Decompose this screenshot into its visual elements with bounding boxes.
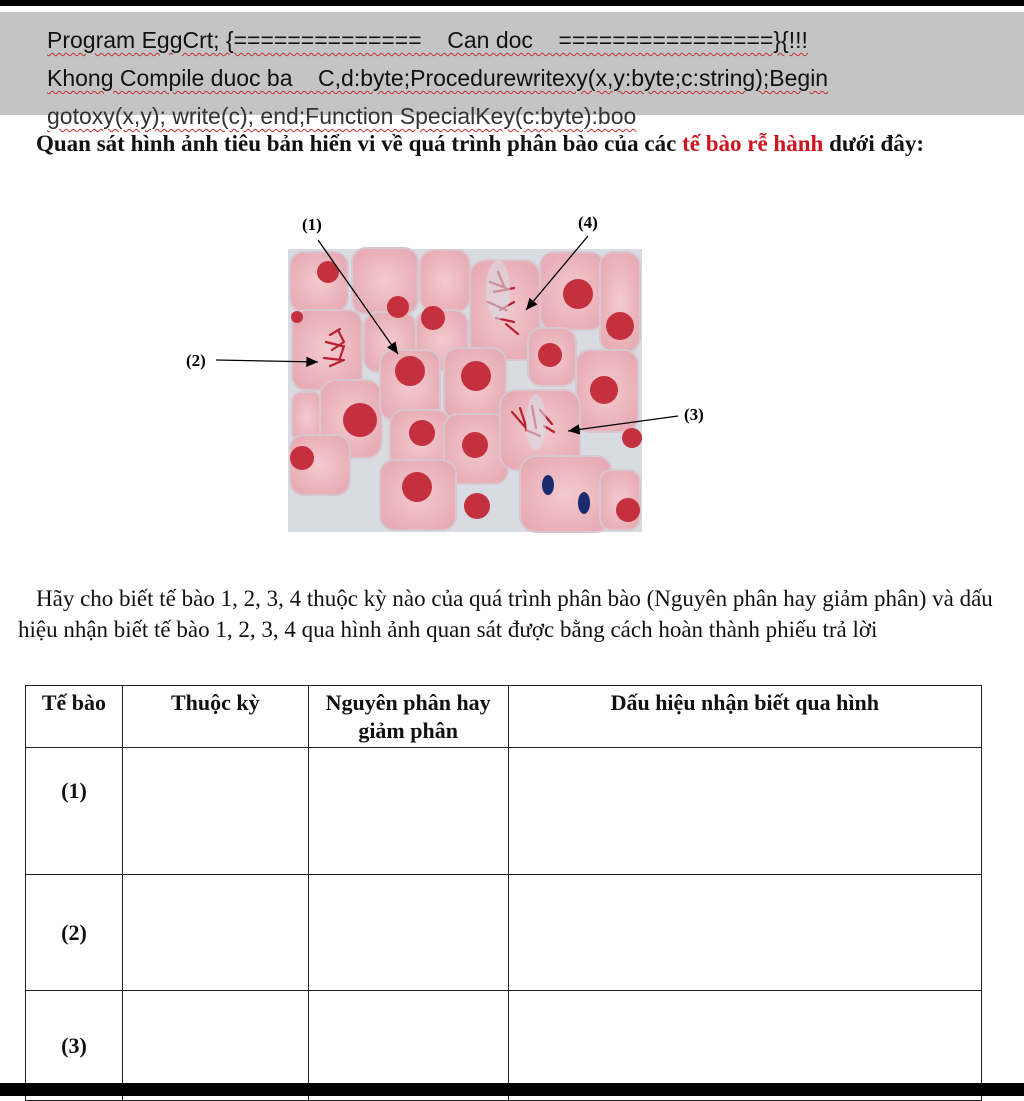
intro-paragraph [18, 128, 1008, 160]
row-id-2: (2) [26, 875, 123, 991]
table-row [26, 875, 982, 991]
banner-line-1: Program EggCrt; {============== Can doc ================}{!!! [47, 27, 808, 53]
header-cell: Tế bào [26, 686, 123, 748]
answer-cell[interactable] [122, 875, 308, 991]
answer-cell[interactable] [308, 748, 508, 875]
row-id-3: (3) [26, 991, 123, 1101]
intro-text-before: Quan sát hình ảnh tiêu bản hiển vi về quá trình phân bào của các [36, 131, 683, 156]
intro-text-after: dưới đây: [823, 131, 924, 156]
banner-line-2: Khong Compile duoc ba C,d:byte;Procedurewritexy(x,y:byte;c:string);Begin [47, 65, 829, 91]
header-division-type: Nguyên phân hay giảm phân [308, 686, 508, 748]
figure-label-1: (1) [302, 215, 322, 234]
table-row [26, 748, 982, 875]
figure-label-2: (2) [186, 351, 206, 370]
header-signs: Dấu hiệu nhận biết qua hình [508, 686, 981, 748]
figure-label-4: (4) [578, 213, 598, 232]
banner-line-3: gotoxy(x,y); write(c); end;Function SpecialKey(c:byte):boo [47, 103, 637, 129]
answer-cell[interactable] [122, 748, 308, 875]
answer-cell[interactable] [508, 748, 981, 875]
answer-cell[interactable] [308, 875, 508, 991]
question-paragraph [18, 583, 1008, 645]
intro-highlight: tế bào rễ hành [682, 131, 824, 156]
code-banner [0, 12, 1024, 129]
answer-cell[interactable] [508, 875, 981, 991]
header-phase: Thuộc kỳ [122, 686, 308, 748]
bottom-border [0, 1083, 1024, 1096]
answer-table [25, 685, 982, 1101]
table-header-row [26, 686, 982, 748]
figure-label-3: (3) [684, 405, 704, 424]
micrograph-image [288, 248, 642, 532]
row-id-1: (1) [26, 748, 123, 875]
top-border [0, 0, 1024, 6]
micrograph-figure [0, 200, 1024, 545]
question-text: Hãy cho biết tế bào 1, 2, 3, 4 thuộc kỳ nào của quá trình phân bào (Nguyên phân hay giảm phân) và dấu hiệu nhận biết tế bào 1, 2, 3, 4 qua hình ảnh quan sát được bằng cách hoàn thành phiếu trả lời [18, 586, 993, 642]
micrograph-svg [0, 200, 1024, 545]
